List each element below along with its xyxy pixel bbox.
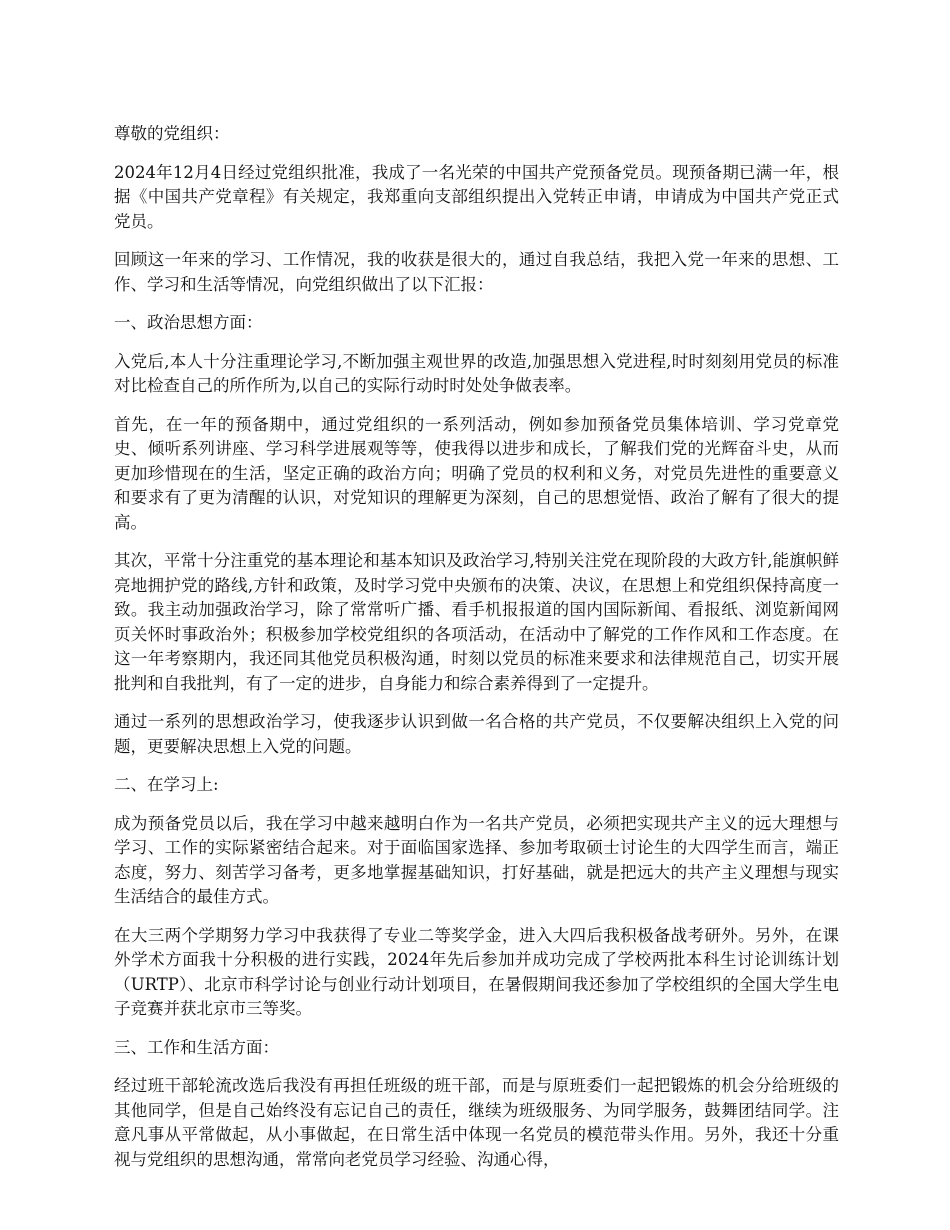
- paragraph-study-goals: 成为预备党员以后，我在学习中越来越明白作为一名共产党员，必须把实现共产主义的远大理想与学习、工作的实际紧密结合起来。对于面临国家选择、参加考取硕士讨论生的大四学生而言，端正态度，努力、刻苦学习备考，更多地掌握基础知识，打好基础，就是把远大的共产主义理想与现实生活结合的最佳方式。: [114, 813, 839, 906]
- section-heading-political: 一、政治思想方面：: [114, 313, 263, 332]
- paragraph-study-achievements: 在大三两个学期努力学习中我获得了专业二等奖学金，进入大四后我积极备战考研外。另外，在课 外学术方面我十分积极的进行实践，2024年先后参加并成功完成了学校两批本科生讨论训练计划（URTP）、北京市科学讨论与创业行动计划项目，在暑假期间我还参加了学校组织的全国大学生电子竞赛并获北京市三等奖。: [114, 925, 839, 1018]
- paragraph-political-overview: 入党后,本人十分注重理论学习,不断加强主观世界的改造,加强思想入党进程,时时刻刻用党员的标准对比检查自己的所作所为,以自己的实际行动时时处处争做表率。: [114, 351, 839, 395]
- paragraph-second: 其次，平常十分注重党的基本理论和基本知识及政治学习,特别关注党在现阶段的大政方针,能旗帜鲜亮地拥护党的路线,方针和政策，及时学习党中央颁布的决策、决议，在思想上和党组织保持高度一致。我主动加强政治学习，除了常常听广播、看手机报报道的国内国际新闻、看报纸、浏览新闻网页关怀时事政治外；积极参加学校党组织的各项活动，在活动中了解党的工作作风和工作态度。在这一年考察期内，我还同其他党员积极沟通，时刻以党员的标准来要求和法律规范自己，切实开展批判和自我批判，有了一定的进步，自身能力和综合素养得到了一定提升。: [114, 551, 839, 693]
- paragraph-work-life: 经过班干部轮流改选后我没有再担任班级的班干部，而是与原班委们一起把锻炼的机会分给班级的其他同学，但是自己始终没有忘记自己的责任，继续为班级服务、为同学服务，鼓舞团结同学。注意凡事从平常做起，从小事做起，在日常生活中体现一名党员的模范带头作用。另外，我还十分重视与党组织的思想沟通，常常向老党员学习经验、沟通心得，: [114, 1076, 839, 1169]
- section-heading-study: 二、在学习上:: [114, 775, 219, 794]
- paragraph-review: 回顾这一年来的学习、工作情况，我的收获是很大的，通过自我总结，我把入党一年来的思想、工作、学习和生活等情况，向党组织做出了以下汇报：: [114, 250, 839, 294]
- salutation: 尊敬的党组织：: [114, 124, 230, 143]
- document-body: [114, 122, 839, 1186]
- paragraph-first: 首先，在一年的预备期中，通过党组织的一系列活动，例如参加预备党员集体培训、学习党章党史、倾听系列讲座、学习科学进展观等等，使我得以进步和成长，了解我们党的光辉奋斗史，从而更加珍惜现在的生活，坚定正确的政治方向；明确了党员的权利和义务，对党员先进性的重要意义和要求有了更为清醒的认识，对党知识的理解更为深刻，自己的思想觉悟、政治了解有了很大的提高。: [114, 414, 839, 532]
- paragraph-intro: 2024年12月4日经过党组织批准，我成了一名光荣的中国共产党预备党员。现预备期已满一年，根据《中国共产党章程》有关规定，我郑重向支部组织提出入党转正申请，申请成为中国共产党正式党员。: [114, 162, 839, 231]
- paragraph-political-summary: 通过一系列的思想政治学习，使我逐步认识到做一名合格的共产党员，不仅要解决组织上入党的问题，更要解决思想上入党的问题。: [114, 712, 839, 756]
- section-heading-work-life: 三、工作和生活方面：: [114, 1037, 279, 1057]
